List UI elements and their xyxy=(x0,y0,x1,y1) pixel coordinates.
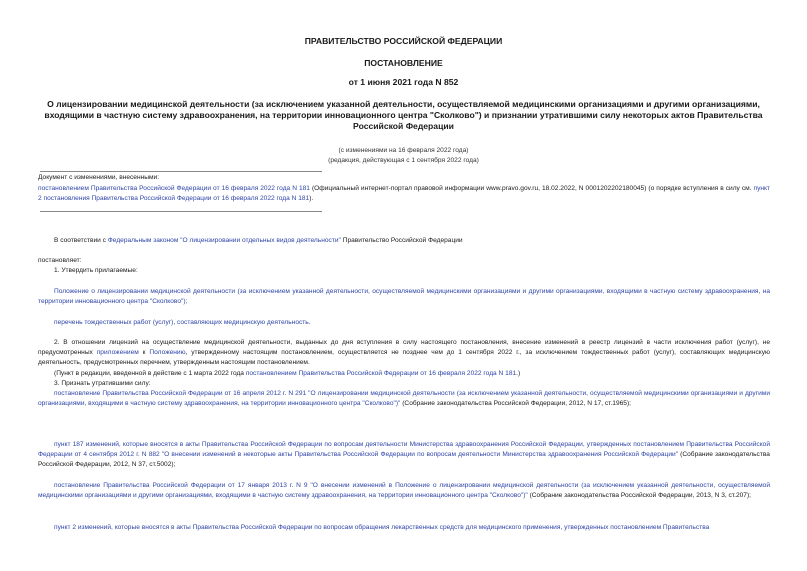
appendix-link[interactable]: приложением xyxy=(96,349,139,357)
amendment-link-2[interactable]: пункт 2 постановления Правительства Российской Федерации от 16 февраля 2022 года N 181 xyxy=(38,185,770,203)
divider-bottom xyxy=(40,211,322,212)
item-3-d xyxy=(38,523,770,534)
item-1-regulation xyxy=(38,287,770,307)
item-2-note-pre: (Пункт в редакции, введенной в действие с 1 марта 2022 года xyxy=(54,370,246,377)
basis-post: Правительство Российской Федерации xyxy=(340,237,463,244)
item-3-a xyxy=(38,389,770,409)
document-type: ПОСТАНОВЛЕНИЕ xyxy=(364,58,443,68)
amendments-text xyxy=(38,184,770,204)
amendments-label: Документ с изменениями, внесенными: xyxy=(38,174,160,181)
item-2-pre: 2. В отношении лицензий на осуществление медицинской деятельности, выданных до дня вступления в силу настоящего постановления, внесение изменений в реестр лицензий в части исключения работ (услуг), не предусмотренных xyxy=(38,339,770,357)
item-2-note xyxy=(54,369,770,379)
item-1: 1. Утвердить прилагаемые: xyxy=(54,267,138,274)
repealed-act-3-link[interactable]: постановление Правительства Российской Федерации от 17 января 2013 г. N 9 "О внесении изменений в Положение о лицензировании медицинской деятельности (за исключением указанной деятельности, осуществляемой медицинскими организациями и другими организациями, входящими в частную систему здравоохранения, на территории инновационного центра "Сколково")" xyxy=(38,482,770,500)
repealed-act-2-source: (Собрание законодательства Российской Федерации, 2012, N 37, ст.5002); xyxy=(38,451,770,469)
repealed-act-3-source: (Собрание законодательства Российской Федерации, 2013, N 3, ст.207); xyxy=(527,492,751,500)
divider-top xyxy=(40,171,322,172)
item-2-post: , утвержденному настоящим постановлением, осуществляется не позднее чем до 1 сентября 2022 г., за исключением тождественных работ (услуг), составляющих медицинскую деятельность, предусмотренных перечнем, утвержденным настоящим постановлением. xyxy=(38,349,770,367)
repealed-act-4-link[interactable]: пункт 2 изменений, которые вносятся в акты Правительства Российской Федерации по вопросам обращения лекарственных средств для медицинского применения, утвержденных постановлением Правительства xyxy=(54,524,710,531)
item-2-note-link[interactable]: постановлением Правительства Российской Федерации от 16 февраля 2022 года N 181 xyxy=(245,370,517,377)
document-subject: О лицензировании медицинской деятельности (за исключением указанной деятельности, осуществляемой медицинскими организациями и другими организациями, входящими в частную систему здравоохранения, на территории инновационного центра "Сколково") и признании утратившими силу некоторых актов Правительства Российской Федерации xyxy=(44,99,763,131)
item-2 xyxy=(38,338,770,369)
edition-current: (редакция, действующая с 1 сентября 2022 года) xyxy=(328,157,479,164)
amendment-source: (Официальный интернет-портал правовой информации www.pravo.gov.ru, 18.02.2022, N 0001202202180045) (о порядке вступления в силу см. xyxy=(309,185,754,192)
government-heading: ПРАВИТЕЛЬСТВО РОССИЙСКОЙ ФЕДЕРАЦИИ xyxy=(304,36,503,46)
document-date-number: от 1 июня 2021 года N 852 xyxy=(348,77,459,87)
item-3-b xyxy=(38,440,770,471)
repealed-act-2-link[interactable]: пункт 187 изменений, которые вносятся в акты Правительства Российской Федерации по вопросам деятельности Министерства здравоохранения Российской Федерации, утвержденных постановлением Правительства Российской Федерации от 4 сентября 2012 г. N 882 "О внесении изменений в некоторые акты Правительства Российской Федерации по вопросам деятельности Министерства здравоохранения Российской Федерации" xyxy=(38,441,770,459)
item-2-mid: к xyxy=(138,349,150,357)
repealed-act-1-source: (Собрание законодательства Российской Федерации, 2012, N 17, ст.1965); xyxy=(400,400,631,408)
regulation-ref-link[interactable]: Положению xyxy=(149,349,186,357)
repealed-act-1-link[interactable]: постановление Правительства Российской Федерации от 16 апреля 2012 г. N 291 "О лицензировании медицинской деятельности (за исключением указанной деятельности, осуществляемой медицинскими организациями и другими организациями, входящими в частную систему здравоохранения, на территории инновационного центра "Сколково")" xyxy=(38,390,770,408)
legal-basis xyxy=(54,236,770,246)
item-2-note-post: .) xyxy=(516,370,521,377)
item-1-list xyxy=(54,318,770,328)
basis-pre: В соответствии с xyxy=(54,237,108,244)
regulation-link[interactable]: Положение о лицензировании медицинской деятельности (за исключением указанной деятельности, осуществляемой медицинскими организациями и другими организациями, входящими в частную систему здравоохранения, на территории инновационного центра "Сколково"); xyxy=(38,288,770,306)
federal-law-link[interactable]: Федеральным законом "О лицензировании отдельных видов деятельности" xyxy=(107,237,341,244)
item-3-c xyxy=(38,481,770,501)
services-list-link[interactable]: перечень тождественных работ (услуг), составляющих медицинскую деятельность. xyxy=(54,319,311,326)
decides-word: постановляет: xyxy=(38,257,82,264)
item-3: 3. Признать утратившими силу: xyxy=(54,380,151,387)
edition-changes: (с изменениями на 16 февраля 2022 года) xyxy=(338,147,469,154)
amendment-link-1[interactable]: постановлением Правительства Российской Федерации от 16 февраля 2022 года N 181 xyxy=(38,185,310,192)
amendment-close: ). xyxy=(309,195,314,203)
